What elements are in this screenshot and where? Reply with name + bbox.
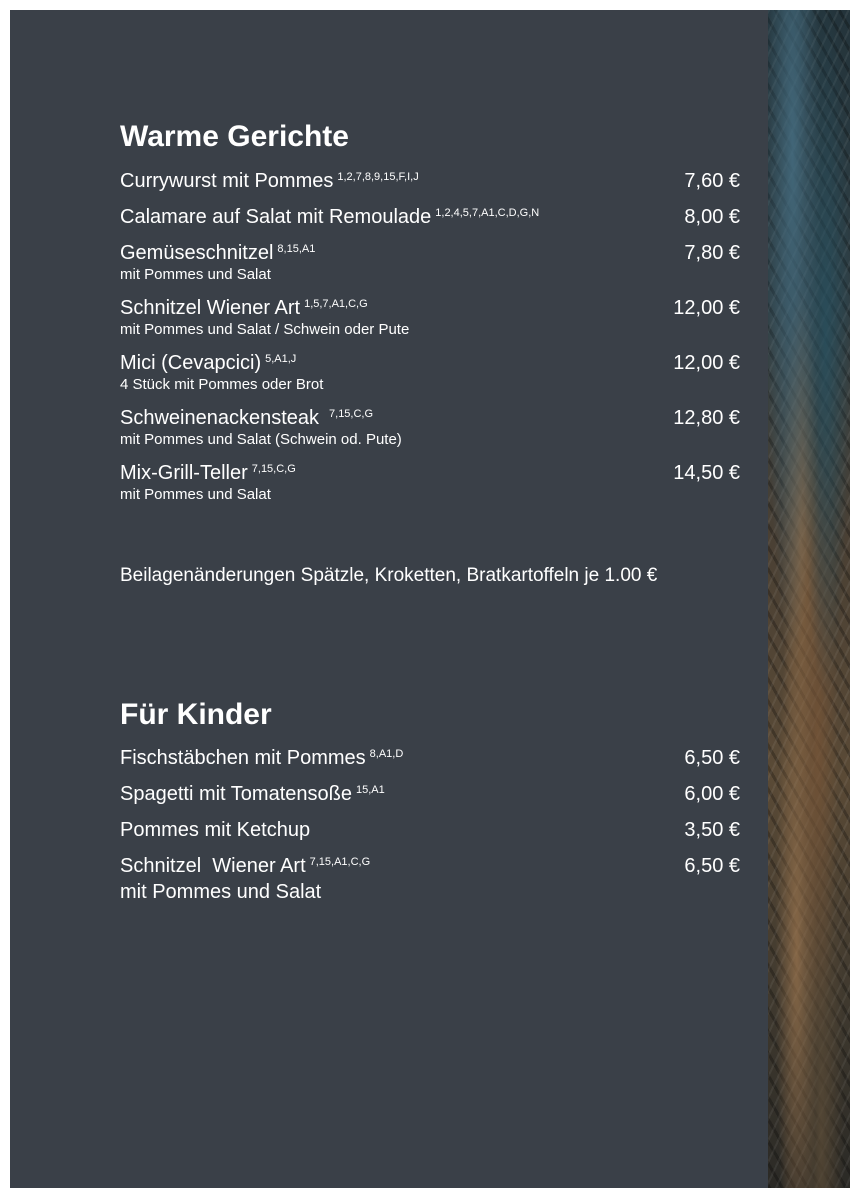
item-description: 4 Stück mit Pommes oder Brot (120, 376, 324, 393)
allergen-codes: 7,15,A1,C,G (309, 856, 371, 868)
item-name: Mix-Grill-Teller (120, 462, 248, 484)
item-description: mit Pommes und Salat (120, 486, 271, 503)
item-description: mit Pommes und Salat (Schwein od. Pute) (120, 431, 402, 448)
allergen-codes: 15,A1 (355, 784, 385, 796)
item-price: 12,00 € (673, 352, 740, 374)
section-title-fuer-kinder: Für Kinder (120, 698, 272, 731)
allergen-codes: 5,A1,J (265, 353, 297, 365)
item-price: 8,00 € (684, 206, 740, 228)
menu-item-kinder-schnitzel (120, 855, 740, 904)
item-price: 6,50 € (684, 855, 740, 877)
item-name: Spagetti mit Tomatensoße (120, 783, 352, 805)
menu-item-currywurst (120, 170, 740, 193)
item-name: Pommes mit Ketchup (120, 819, 311, 841)
decorative-texture-strip (768, 10, 850, 1188)
item-name: Calamare auf Salat mit Remoulade (120, 206, 432, 228)
menu-item-calamare (120, 206, 740, 229)
item-description: mit Pommes und Salat (120, 266, 271, 283)
menu-item-gemueseschnitzel (120, 242, 740, 283)
menu-item-mici (120, 352, 740, 393)
side-dish-note: Beilagenänderungen Spätzle, Kroketten, Bratkartoffeln je 1.00 € (120, 565, 658, 586)
allergen-codes: 1,2,7,8,9,15,F,I,J (337, 171, 419, 183)
item-name: Mici (Cevapcici) (120, 352, 262, 374)
item-price: 7,80 € (684, 242, 740, 264)
menu-item-pommes-ketchup (120, 819, 740, 842)
item-name: Gemüseschnitzel (120, 242, 274, 264)
item-price: 12,00 € (673, 297, 740, 319)
item-price: 7,60 € (684, 170, 740, 192)
menu-item-spagetti (120, 783, 740, 806)
allergen-codes: 7,15,C,G (251, 463, 296, 475)
menu-item-fischstaebchen (120, 747, 740, 770)
menu-item-schnitzel-wiener-art (120, 297, 740, 338)
menu-item-mix-grill-teller (120, 462, 740, 503)
item-name: Schweinenackensteak (120, 407, 320, 429)
allergen-codes: 1,2,4,5,7,A1,C,D,G,N (435, 207, 540, 219)
item-price: 14,50 € (673, 462, 740, 484)
item-price: 6,00 € (684, 783, 740, 805)
item-price: 3,50 € (684, 819, 740, 841)
item-name: Schnitzel Wiener Art (120, 855, 306, 877)
allergen-codes: 7,15,C,G (329, 408, 374, 420)
allergen-codes: 8,15,A1 (277, 243, 316, 255)
allergen-codes: 8,A1,D (369, 748, 404, 760)
item-name: Fischstäbchen mit Pommes (120, 747, 366, 769)
item-description: mit Pommes und Salat (120, 881, 322, 903)
menu-item-schweinenackensteak (120, 407, 740, 448)
menu-page (10, 10, 850, 1188)
allergen-codes: 1,5,7,A1,C,G (304, 298, 368, 310)
item-price: 6,50 € (684, 747, 740, 769)
item-name: Currywurst mit Pommes (120, 170, 334, 192)
section-title-warme-gerichte: Warme Gerichte (120, 120, 349, 153)
item-description: mit Pommes und Salat / Schwein oder Pute (120, 321, 410, 338)
item-name: Schnitzel Wiener Art (120, 297, 301, 319)
item-price: 12,80 € (673, 407, 740, 429)
